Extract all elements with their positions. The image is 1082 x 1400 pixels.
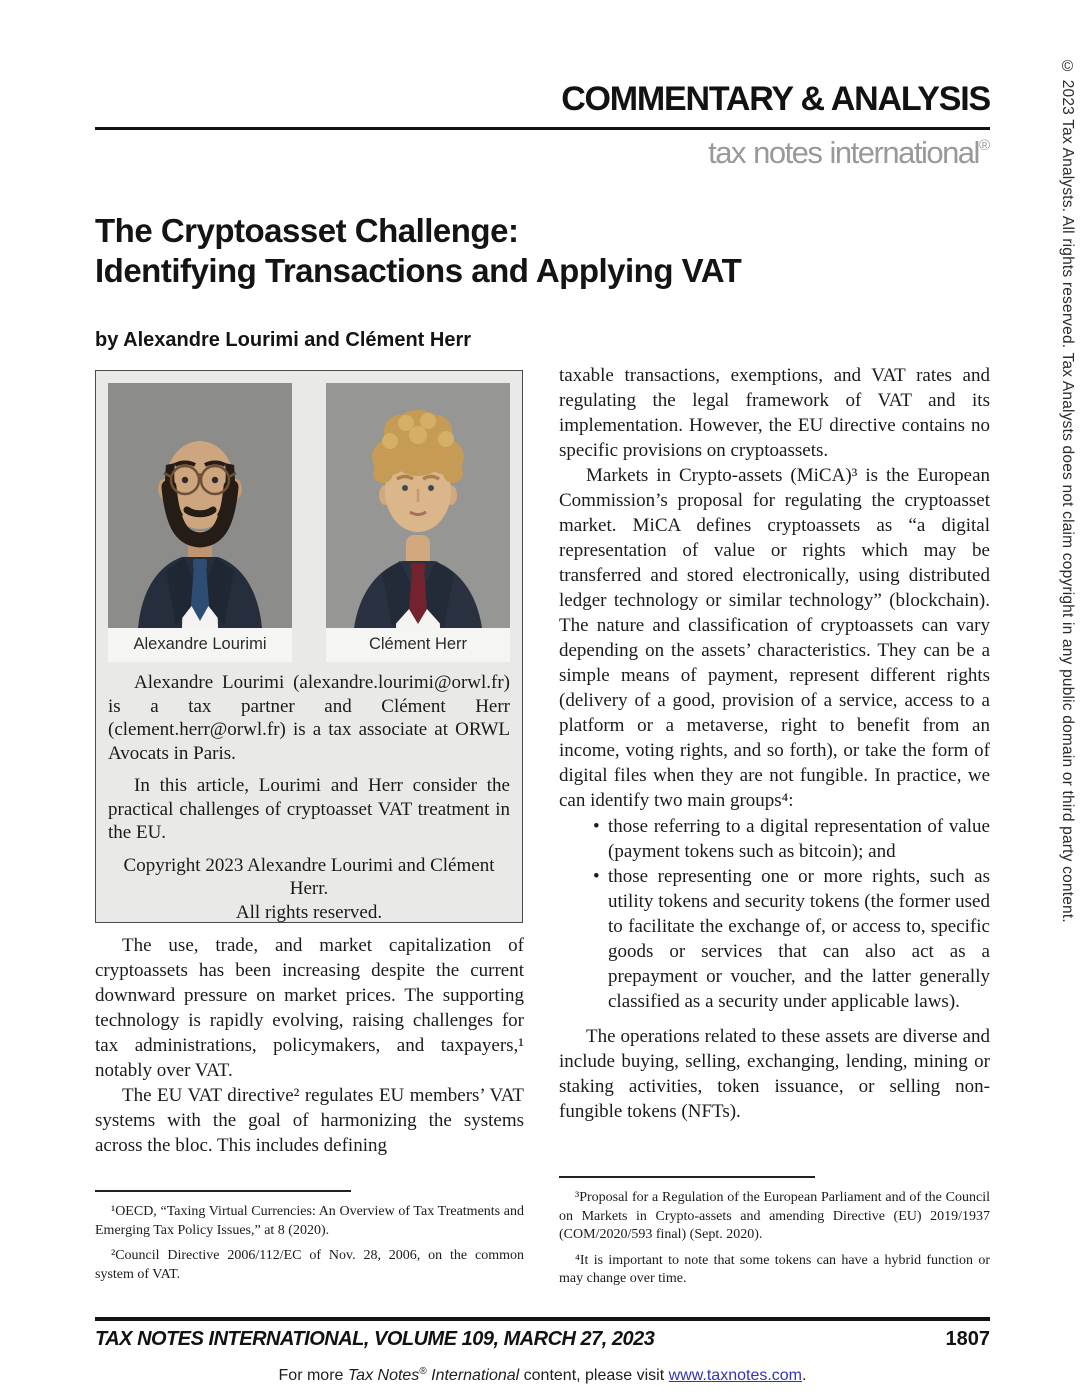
promo-text: For more [278,1367,348,1384]
footer-rule [95,1317,990,1321]
brand-name: International [426,1367,520,1384]
byline: by Alexandre Lourimi and Clément Herr [95,329,472,351]
brand-name: Tax Notes [347,1367,420,1384]
footnote-1: ¹OECD, “Taxing Virtual Currencies: An Overview of Tax Treatments and Emerging Tax Policy Issues,” at 8 (2020). [95,1204,524,1238]
footnote-rule [95,1190,351,1192]
title-line-2: Identifying Transactions and Applying VAT [95,252,742,289]
photo-caption-alexandre-lourimi: Alexandre Lourimi [133,635,267,653]
author-photos [108,383,510,662]
photo-card-clement-herr [326,383,510,662]
list-item: • those representing one or more rights, such as utility tokens and security tokens (the former used to facilitate the exchange of, or access to, specific goods or services that can also act as a prepayment or voucher, and the latter generally classified as a security under applicable laws). [559,864,990,1014]
footer-line [95,1328,990,1351]
page-number: 1807 [945,1328,990,1350]
registered-mark: ® [978,137,990,154]
header-rule [95,127,990,130]
body-paragraph: The operations related to these assets are diverse and include buying, selling, exchanging, lending, mining or staking activities, token issuance, or selling non-fungible tokens (NFTs). [559,1026,990,1122]
vertical-copyright-text: © 2023 Tax Analysts. All rights reserved. Tax Analysts does not claim copyright in any public domain or third party content. [1059,58,1076,923]
body-paragraph: The EU VAT directive² regulates EU members’ VAT systems with the goal of harmonizing the systems across the bloc. This includes defining [95,1085,524,1156]
author-bio: Alexandre Lourimi (alexandre.lourimi@orwl.fr) is a tax partner and Clément Herr (clement.herr@orwl.fr) is a tax associate at ORWL Avocats in Paris. [108,672,510,764]
article-title [95,211,990,291]
registered-mark: ® [419,1366,427,1377]
photo-card-alexandre-lourimi [108,383,292,662]
copyright-line: Copyright 2023 Alexandre Lourimi and Clément Herr. [123,854,495,899]
promo-text: content, please visit [519,1367,669,1384]
body-paragraph: taxable transactions, exemptions, and VAT rates and regulating the legal framework of VAT and its implementation. However, the EU directive contains no specific provisions on cryptoassets. [559,365,990,461]
body-paragraph: The use, trade, and market capitalization of cryptoassets has been increasing despite the current downward pressure on market prices. The supporting technology is rapidly evolving, raising challenges for tax administrations, policymakers, and taxpayers,¹ notably over VAT. [95,935,524,1081]
list-item: • those referring to a digital representation of value (payment tokens such as bitcoin); and [559,814,990,864]
taxnotes-logo [95,135,990,171]
body-paragraph: Markets in Crypto-assets (MiCA)³ is the European Commission’s proposal for regulating the cryptoasset market. MiCA defines cryptoassets as “a digital representation of value or rights which may be transferred and stored electronically, using distributed ledger technology or similar technology” (blockchain). The nature and classification of cryptoassets can vary depending on the assets’ characteristics. They can be a simple means of payment, represent different rights (delivery of a good, provision of a service, access to a platform or a metaverse, right to benefit from an income, voting rights, and so forth), or take the form of digital files when they are not fungible. In practice, we can identify two main groups⁴: [559,465,990,811]
left-column [95,933,524,1158]
article-summary: In this article, Lourimi and Herr consider the practical challenges of cryptoasset VAT treatment in the EU. [108,775,510,843]
footer-promo [95,1366,990,1385]
journal-volume-line: TAX NOTES INTERNATIONAL, VOLUME 109, MARCH 27, 2023 [95,1328,655,1350]
footnote-rule [559,1176,815,1178]
rights-line: All rights reserved. [235,901,383,923]
footnotes-right [559,1176,990,1296]
author-box [95,370,523,923]
title-line-1: The Cryptoasset Challenge: [95,212,519,249]
section-kicker: COMMENTARY & ANALYSIS [561,80,990,118]
right-column [559,363,990,1124]
taxnotes-link[interactable]: www.taxnotes.com [668,1367,803,1384]
photo-caption-clement-herr: Clément Herr [368,635,468,653]
footnote-2: ²Council Directive 2006/112/EC of Nov. 28, 2006, on the common system of VAT. [95,1248,524,1282]
logo-text: tax notes international [708,135,979,170]
footnote-3: ³Proposal for a Regulation of the European Parliament and of the Council on Markets in Crypto-assets and amending Directive (EU) 2019/1937 (COM/2020/593 final) (Sept. 2020). [559,1190,990,1242]
author-photo-alexandre-lourimi [108,383,292,628]
footnote-4: ⁴It is important to note that some tokens can have a hybrid function or may change over time. [559,1252,990,1286]
footnotes-left [95,1190,524,1291]
token-groups-list [559,814,990,1014]
author-photo-clement-herr [326,383,510,628]
promo-text: . [802,1367,807,1384]
